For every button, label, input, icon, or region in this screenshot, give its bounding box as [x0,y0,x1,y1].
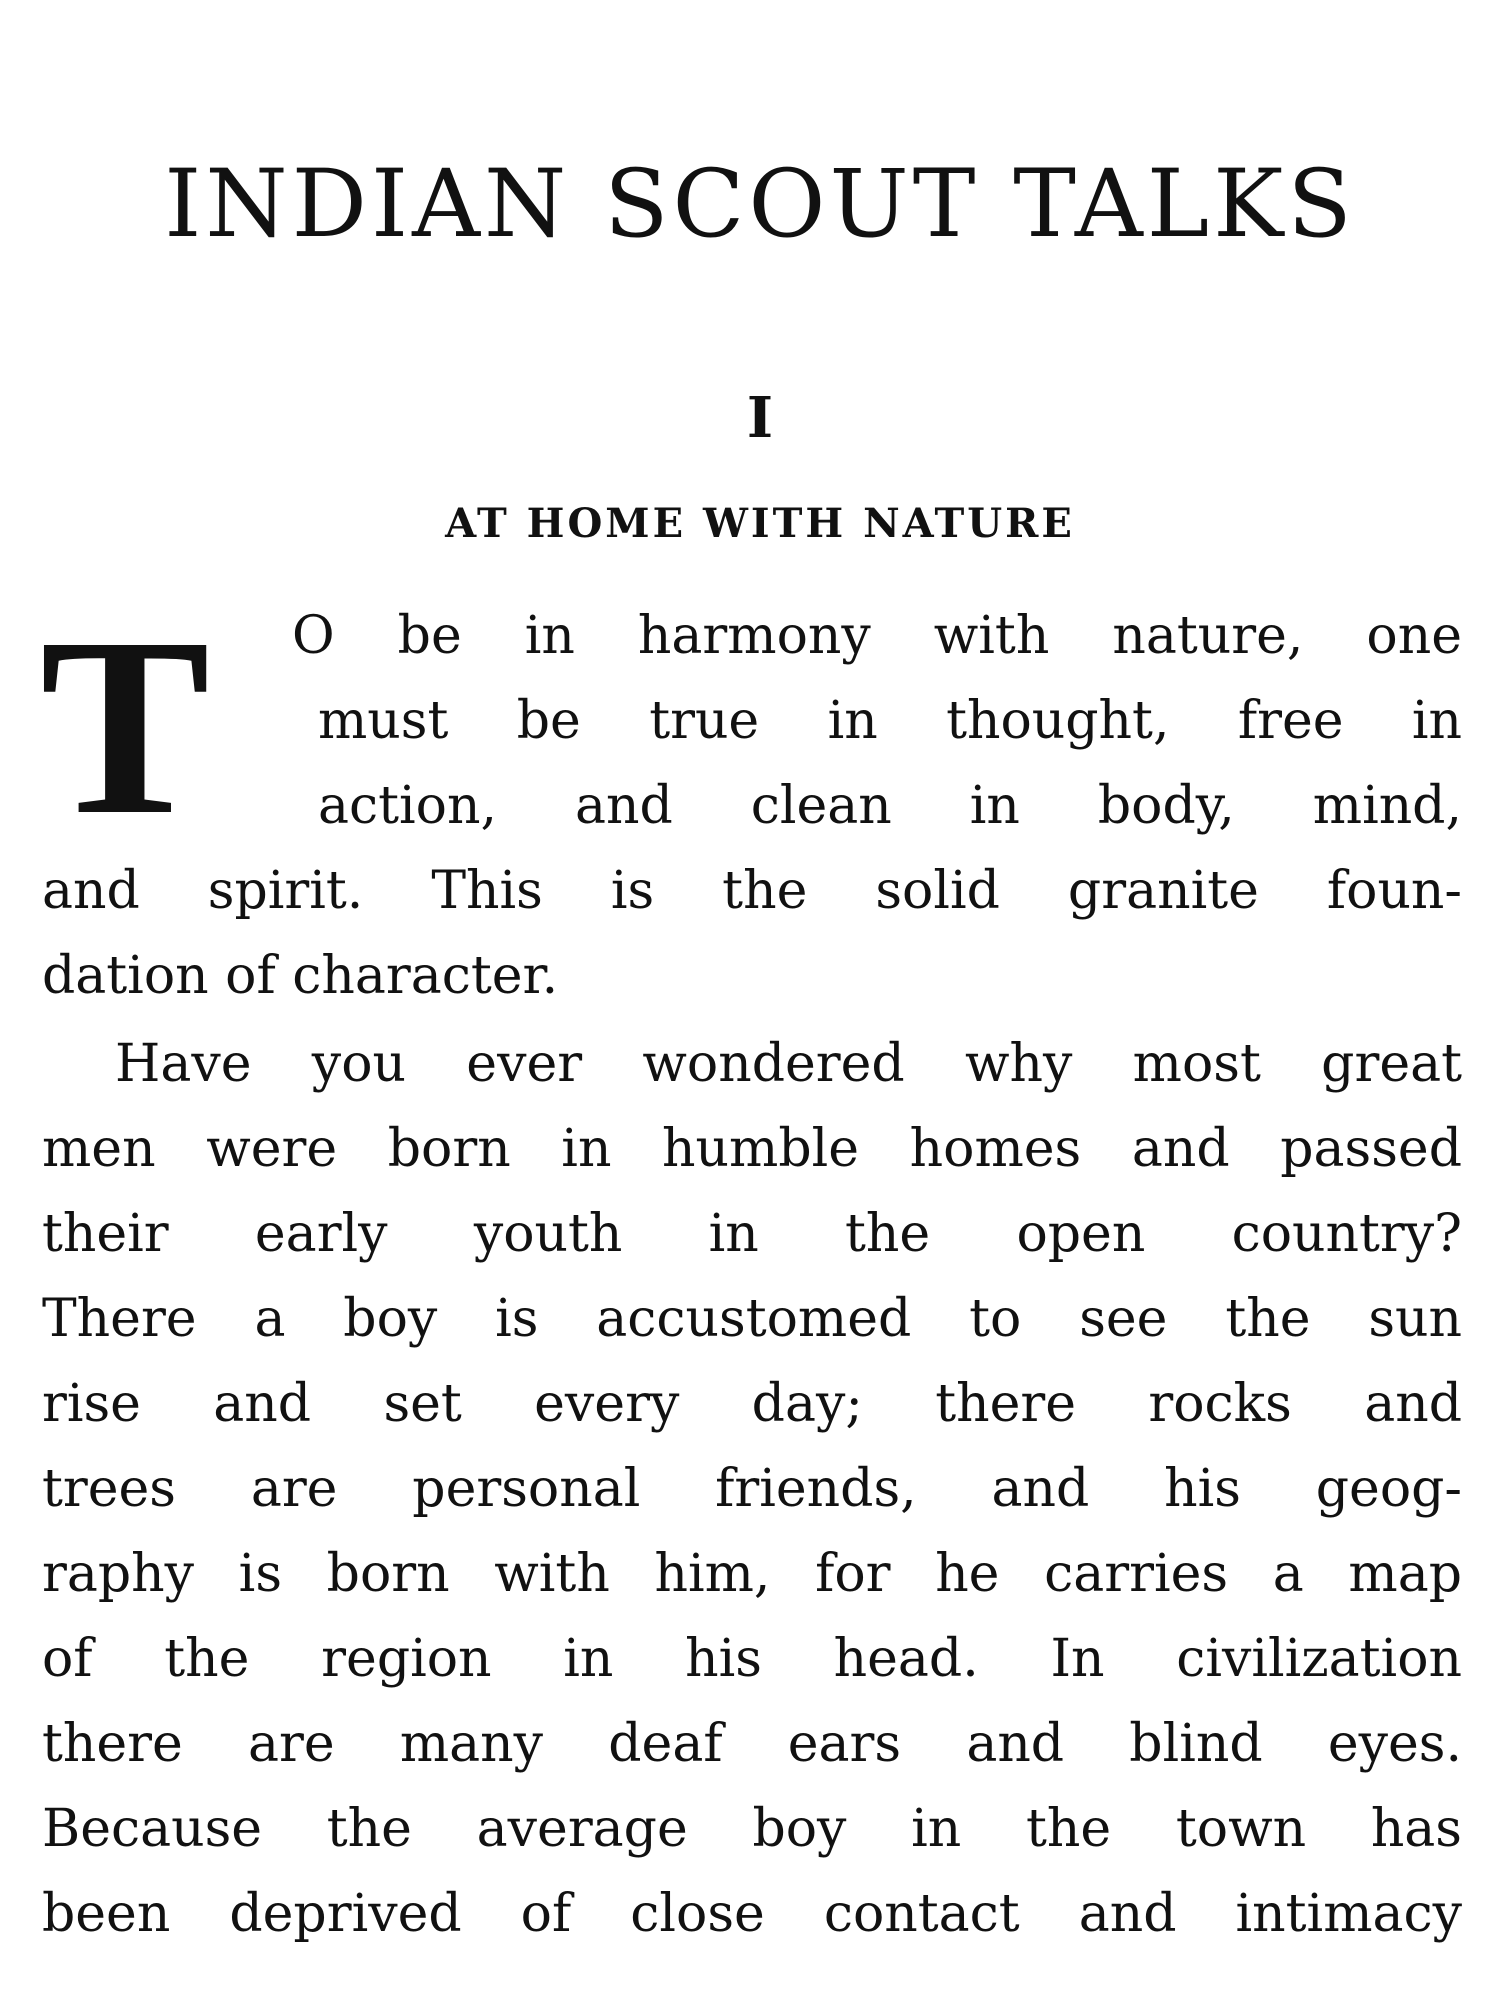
paragraph-line: their early youth in the open country? [42,1204,1462,1264]
paragraph-line: raphy is born with him, for he carries a map [42,1544,1462,1604]
paragraph-line: O be in harmony with nature, one [292,606,1462,666]
paragraph-line: been deprived of close contact and intimacy [42,1884,1462,1944]
paragraph-line: dation of character. [42,946,559,1006]
paragraph-line: There a boy is accustomed to see the sun [42,1289,1462,1349]
paragraph-line: trees are personal friends, and his geog- [42,1459,1462,1519]
chapter-title: AT HOME WITH NATURE [445,500,1075,547]
chapter-number: I [746,385,774,451]
paragraph-line: and spirit. This is the solid granite foun- [42,861,1462,921]
paragraph-line: men were born in humble homes and passed [42,1119,1462,1179]
paragraph-line: of the region in his head. In civilization [42,1629,1462,1689]
paragraph-line: Because the average boy in the town has [42,1799,1462,1859]
drop-cap: T [40,586,211,868]
paragraph-line: rise and set every day; there rocks and [42,1374,1462,1434]
paragraph-line: must be true in thought, free in [318,691,1462,751]
paragraph-line: Have you ever wondered why most great [115,1034,1462,1094]
paragraph-line: action, and clean in body, mind, [318,776,1462,836]
book-title: INDIAN SCOUT TALKS [164,150,1356,259]
paragraph-line: there are many deaf ears and blind eyes. [42,1714,1462,1774]
